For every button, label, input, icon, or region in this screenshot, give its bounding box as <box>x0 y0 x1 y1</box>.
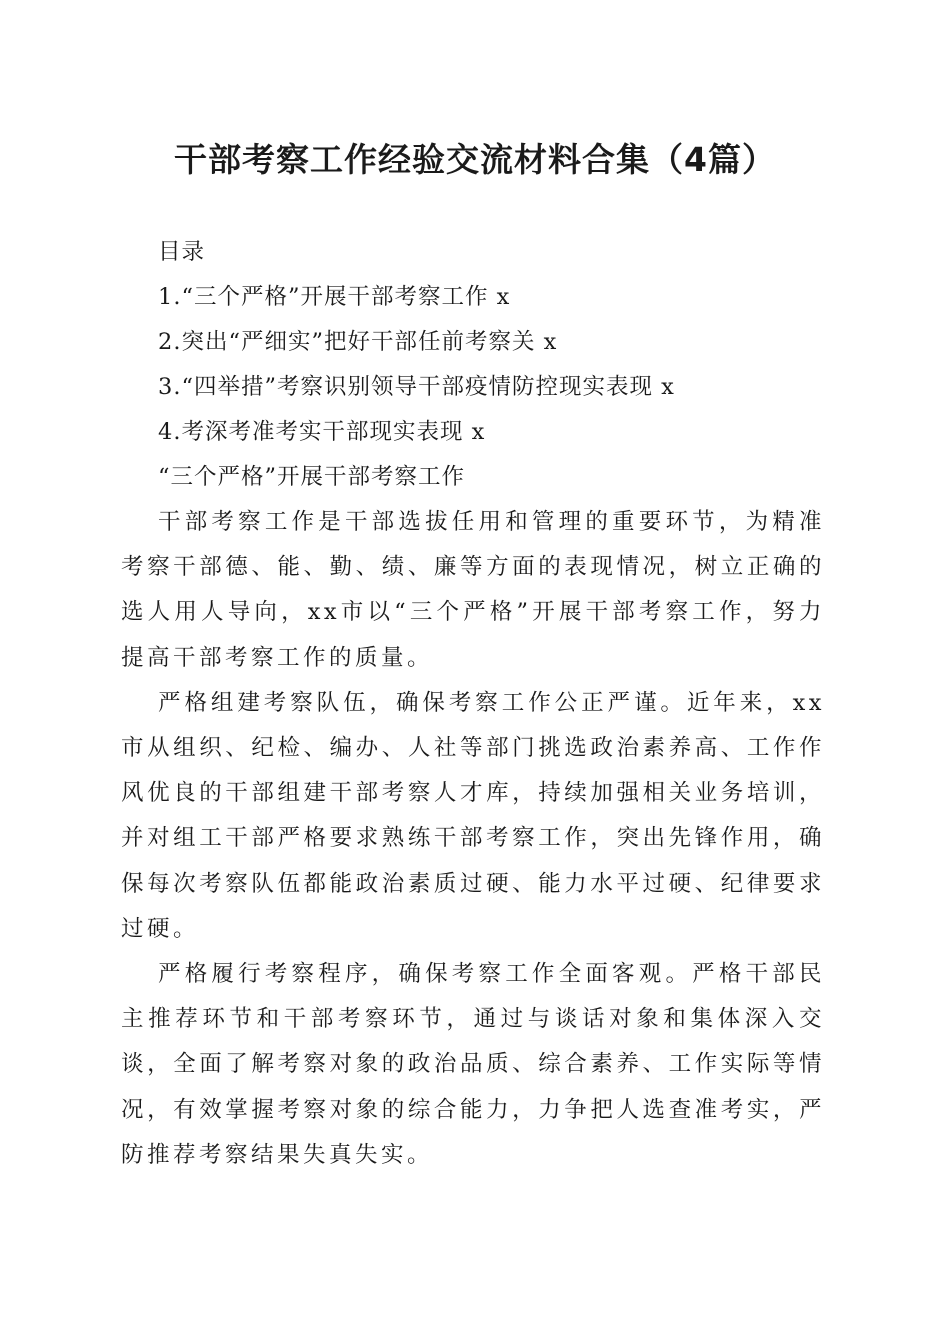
toc-item: 3.“四举措”考察识别领导干部疫情防控现实表现 x <box>158 374 675 400</box>
table-of-contents <box>158 230 858 500</box>
document-body <box>121 500 825 1178</box>
toc-item: 4.考深考准考实干部现实表现 x <box>158 419 486 445</box>
body-paragraph: 严格组建考察队伍，确保考察工作公正严谨。近年来，xx市从组织、纪检、编办、人社等部门挑选政治素养高、工作作风优良的干部组建干部考察人才库，持续加强相关业务培训，并对组工干部严格要求熟练干部考察工作，突出先锋作用，确保每次考察队伍都能政治素质过硬、能力水平过硬、纪律要求过硬。 <box>121 689 825 942</box>
body-paragraph: 严格履行考察程序，确保考察工作全面客观。严格干部民主推荐环节和干部考察环节，通过与谈话对象和集体深入交谈，全面了解考察对象的政治品质、综合素养、工作实际等情况，有效掌握考察对象的综合能力，力争把人选查准考实，严防推荐考察结果失真失实。 <box>121 961 825 1168</box>
toc-item: 1.“三个严格”开展干部考察工作 x <box>158 284 511 310</box>
toc-item: 2.突出“严细实”把好干部任前考察关 x <box>158 329 558 355</box>
body-paragraph: 干部考察工作是干部选拔任用和管理的重要环节，为精准考察干部德、能、勤、绩、廉等方面的表现情况，树立正确的选人用人导向，xx市以“三个严格”开展干部考察工作，努力提高干部考察工作的质量。 <box>121 509 825 671</box>
toc-heading: 目录 <box>158 239 206 265</box>
document-title: 干部考察工作经验交流材料合集（4篇） <box>174 140 776 179</box>
section-title: “三个严格”开展干部考察工作 <box>158 464 466 490</box>
